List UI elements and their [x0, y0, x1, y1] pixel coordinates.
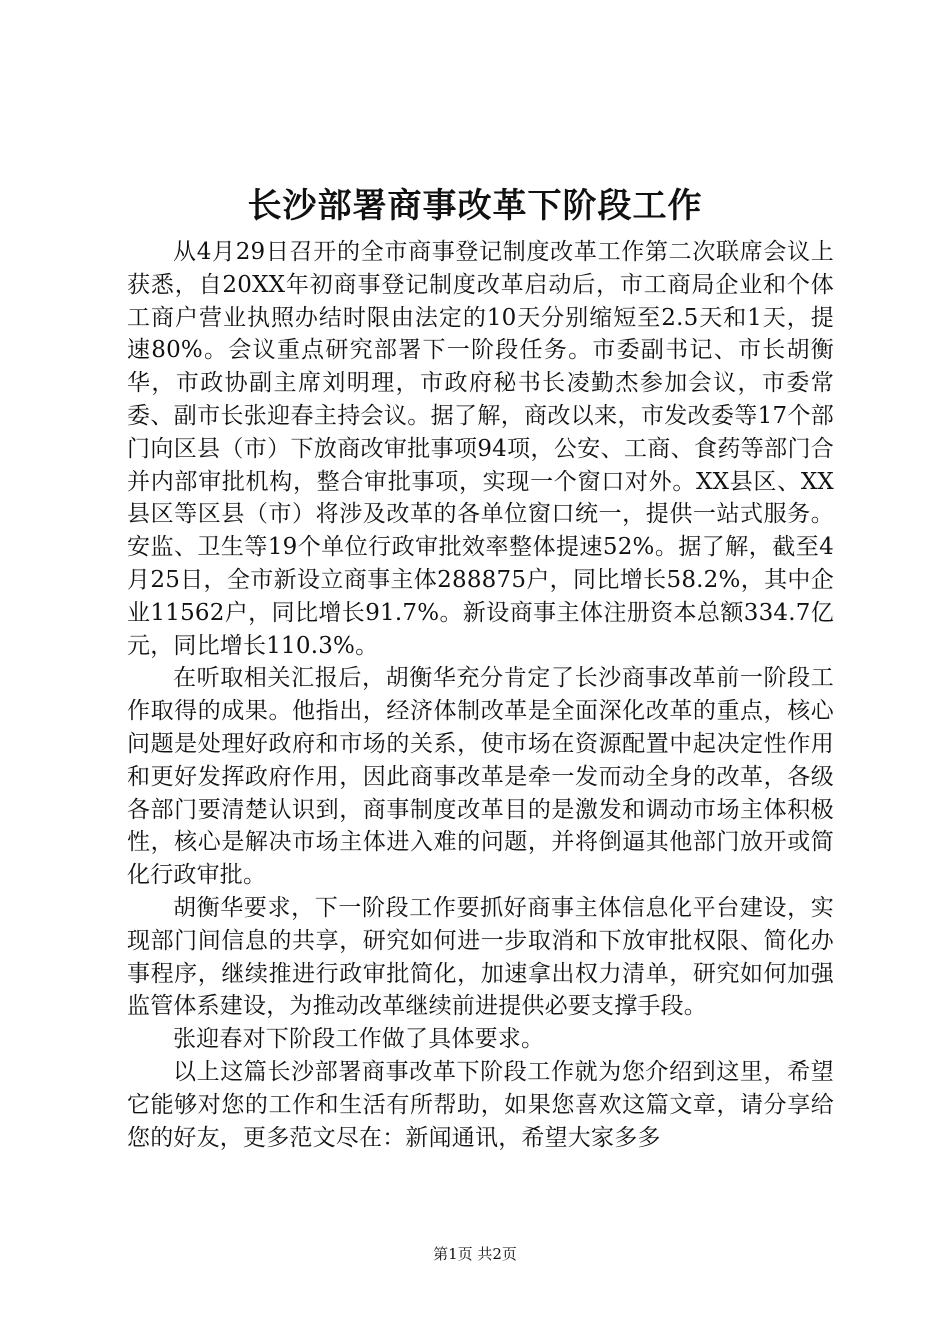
paragraph-3: 胡衡华要求，下一阶段工作要抓好商事主体信息化平台建设，实现部门间信息的共享，研究如何进一步取消和下放审批权限、简化办事程序，继续推进行政审批简化，加速拿出权力清单，研究如何加强监管体系建设，为推动改革继续前进提供必要支撑手段。 [127, 894, 834, 1020]
document-body [127, 236, 834, 1154]
paragraph-2: 在听取相关汇报后，胡衡华充分肯定了长沙商事改革前一阶段工作取得的成果。他指出，经济体制改革是全面深化改革的重点，核心问题是处理好政府和市场的关系，使市场在资源配置中起决定性作用和更好发挥政府作用，因此商事改革是牵一发而动全身的改革，各级各部门要清楚认识到，商事制度改革目的是激发和调动市场主体积极性，核心是解决市场主体进入难的问题，并将倒逼其他部门放开或简化行政审批。 [127, 665, 834, 889]
paragraph-4: 张迎春对下阶段工作做了具体要求。 [173, 1026, 545, 1053]
paragraph-1: 从4月29日召开的全市商事登记制度改革工作第二次联席会议上获悉，自20XX年初商事登记制度改革启动后，市工商局企业和个体工商户营业执照办结时限由法定的10天分别缩短至2.5天和1天，提速80%。会议重点研究部署下一阶段任务。市委副书记、市长胡衡华，市政协副主席刘明理，市政府秘书长凌勤杰参加会议，市委常委、副市长张迎春主持会议。据了解，商改以来，市发改委等17个部门向区县（市）下放商改审批事项94项，公安、工商、食药等部门合并内部审批机构，整合审批事项，实现一个窗口对外。XX县区、XX县区等区县（市）将涉及改革的各单位窗口统一，提供一站式服务。安监、卫生等19个单位行政审批效率整体提速52%。据了解，截至4月25日，全市新设立商事主体288875户，同比增长58.2%，其中企业11562户，同比增长91.7%。新设商事主体注册资本总额334.7亿元，同比增长110.3%。 [127, 239, 834, 659]
paragraph-5: 以上这篇长沙部署商事改革下阶段工作就为您介绍到这里，希望它能够对您的工作和生活有所帮助，如果您喜欢这篇文章，请分享给您的好友，更多范文尽在：新闻通讯，希望大家多多 [127, 1058, 834, 1151]
page-number-footer: 第1页 共2页 [433, 1245, 517, 1263]
document-title: 长沙部署商事改革下阶段工作 [247, 186, 703, 226]
